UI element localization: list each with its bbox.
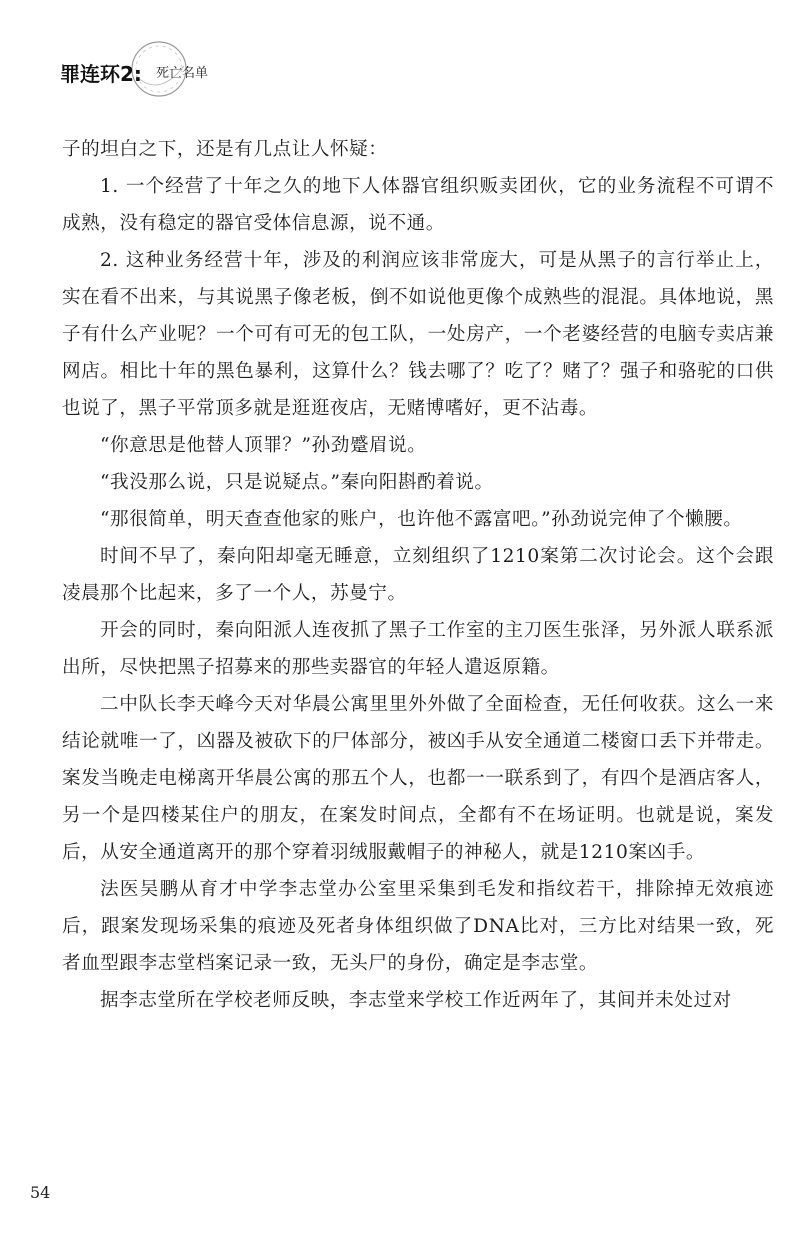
book-subtitle: 死亡名单	[156, 66, 209, 81]
paragraph: 1. 一个经营了十年之久的地下人体器官组织贩卖团伙，它的业务流程不可谓不成熟，没有稳定的器官受体信息源，说不通。	[62, 176, 774, 234]
paragraph: “你意思是他替人顶罪？”孙劲蹙眉说。	[100, 435, 427, 456]
body-text	[62, 131, 774, 1019]
paragraph: “那很简单，明天查查他家的账户，也许他不露富吧。”孙劲说完伸了个懒腰。	[100, 509, 743, 530]
paragraph: 子的坦白之下，还是有几点让人怀疑：	[62, 139, 388, 160]
paragraph: 时间不早了，秦向阳却毫无睡意，立刻组织了1210案第二次讨论会。这个会跟凌晨那个比起来，多了一个人，苏曼宁。	[62, 546, 774, 604]
running-header	[60, 52, 360, 102]
book-title: 罪连环2:	[60, 62, 142, 86]
paragraph: 据李志堂所在学校老师反映，李志堂来学校工作近两年了，其间并未处过对	[100, 990, 732, 1011]
paragraph: 法医吴鹏从育才中学李志堂办公室里采集到毛发和指纹若干，排除掉无效痕迹后，跟案发现场采集的痕迹及死者身体组织做了DNA比对，三方比对结果一致，死者血型跟李志堂档案记录一致，无头尸的身份，确定是李志堂。	[62, 879, 774, 974]
paragraph: 二中队长李天峰今天对华晨公寓里里外外做了全面检查，无任何收获。这么一来结论就唯一了，凶器及被砍下的尸体部分，被凶手从安全通道二楼窗口丢下并带走。案发当晚走电梯离开华晨公寓的那五个人，也都一一联系到了，有四个是酒店客人，另一个是四楼某住户的朋友，在案发时间点，全都有不在场证明。也就是说，案发后，从安全通道离开的那个穿着羽绒服戴帽子的神秘人，就是1210案凶手。	[62, 694, 774, 863]
paragraph: “我没那么说，只是说疑点。”秦向阳斟酌着说。	[100, 472, 494, 493]
paragraph: 开会的同时，秦向阳派人连夜抓了黑子工作室的主刀医生张泽，另外派人联系派出所，尽快把黑子招募来的那些卖器官的年轻人遣返原籍。	[62, 620, 774, 678]
paragraph: 2. 这种业务经营十年，涉及的利润应该非常庞大，可是从黑子的言行举止上，实在看不出来，与其说黑子像老板，倒不如说他更像个成熟些的混混。具体地说，黑子有什么产业呢？一个可有可无的包工队，一处房产，一个老婆经营的电脑专卖店兼网店。相比十年的黑色暴利，这算什么？钱去哪了？吃了？赌了？强子和骆驼的口供也说了，黑子平常顶多就是逛逛夜店，无赌博嗜好，更不沾毒。	[62, 250, 774, 419]
page-number: 54	[30, 1183, 51, 1202]
